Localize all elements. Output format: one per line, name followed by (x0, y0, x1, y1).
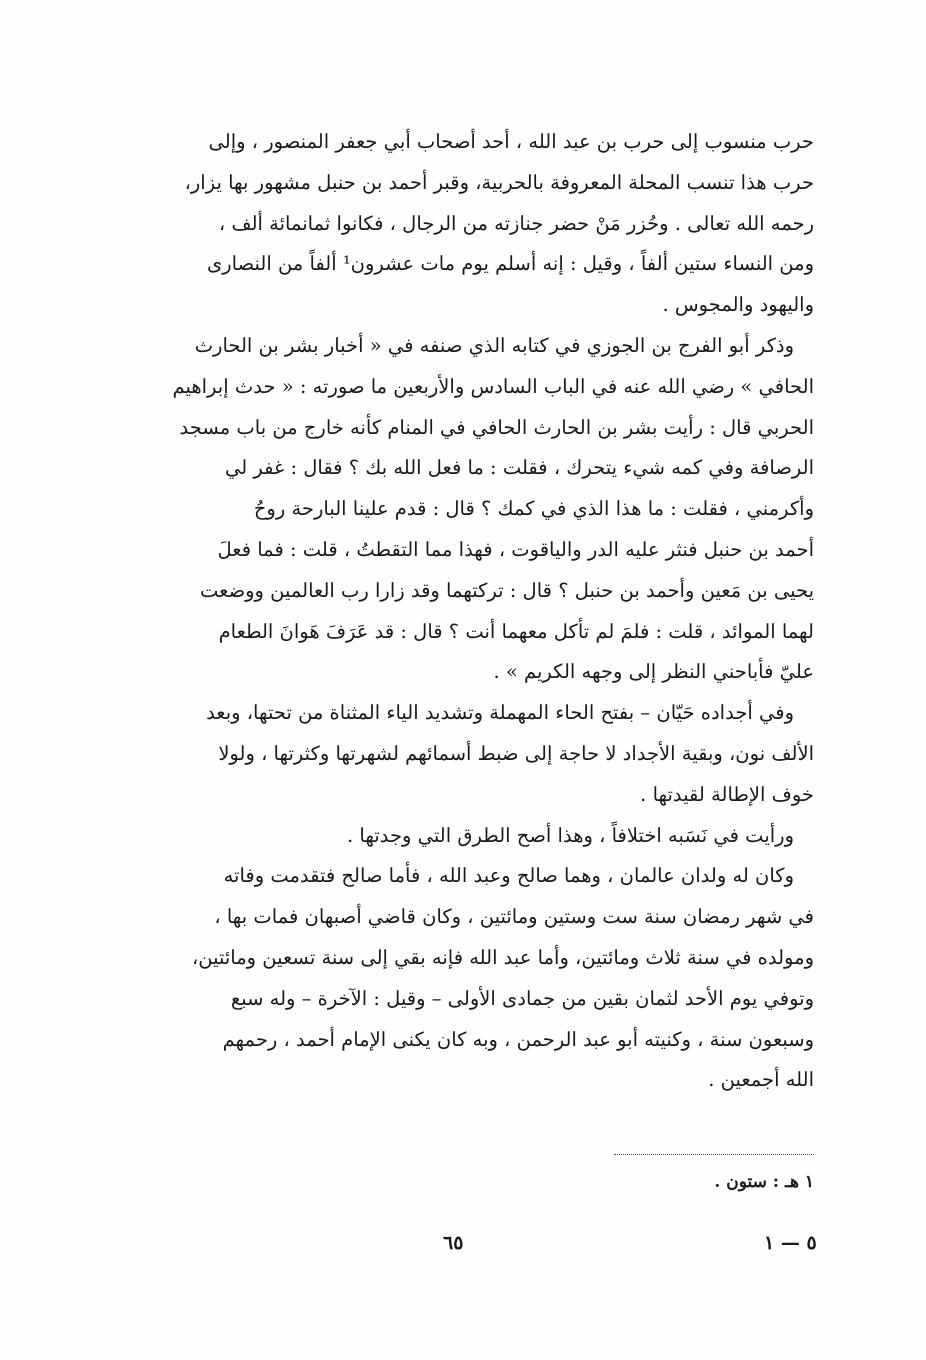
text-line: واليهود والمجوس . (662, 293, 814, 317)
text-line: وتوفي يوم الأحد لثمان بقين من جمادى الأولى – وقيل : الآخرة – وله سبع (230, 986, 814, 1010)
text-line: في شهر رمضان سنة ست وستين ومائتين ، وكان قاضي أصبهان فمات بها ، (214, 905, 814, 929)
text-line: أحمد بن حنبل فنثر عليه الدر والياقوت ، فهذا مما التقطتُ ، قلت : فما فعلَ (217, 537, 814, 561)
text-line: عليّ فأباحني النظر إلى وجهه الكريم » . (493, 660, 814, 684)
text-line: وذكر أبو الفرج بن الجوزي في كتابه الذي صنفه في « أخبار بشر بن الحارث (194, 333, 794, 357)
text-line: خوف الإطالة لقيدتها . (640, 782, 814, 806)
text-line: الحربي قال : رأيت بشر بن الحارث الحافي في المنام كأنه خارج من باب مسجد (179, 415, 814, 439)
text-line: ومن النساء ستين ألفاً ، وقيل : إنه أسلم يوم مات عشرون¹ ألفاً من النصارى (206, 252, 814, 276)
text-line: وأكرمني ، فقلت : ما هذا الذي في كمك ؟ قال : قدم علينا البارحة روحُ (253, 497, 814, 521)
body-text (114, 122, 814, 1101)
text-line: الرصافة وفي كمه شيء يتحرك ، فقلت : ما فعل الله بك ؟ فقال : غفر لي (225, 456, 814, 480)
text-line: حرب هذا تنسب المحلة المعروفة بالحربية، وقبر أحمد بن حنبل مشهور بها يزار، (184, 170, 814, 194)
text-line: وكان له ولدان عالمان ، وهما صالح وعبد الله ، فأما صالح فتقدمت وفاته (223, 864, 794, 888)
signature-mark: ٥ — ١ (764, 1232, 817, 1254)
text-line: ومولده في سنة ثلاث ومائتين، وأما عبد الله فإنه بقي إلى سنة تسعين ومائتين، (191, 945, 814, 969)
text-line: الحافي » رضي الله عنه في الباب السادس والأربعين ما صورته : « حدث إبراهيم (172, 374, 814, 398)
text-line: حرب منسوب إلى حرب بن عبد الله ، أحد أصحاب أبي جعفر المنصور ، وإلى (208, 130, 814, 153)
text-line: وفي أجداده حَيّان – بفتح الحاء المهملة وتشديد الياء المثناة من تحتها، وبعد (206, 701, 794, 725)
text-line: لهما الموائد ، قلت : فلمَ لم تأكل معهما أنت ؟ قال : قد عَرَفَ هَوانَ الطعام (218, 619, 814, 643)
page-number: ٦٥ (443, 1232, 464, 1254)
text-line: الألف نون، وبقية الأجداد لا حاجة إلى ضبط أسمائهم لشهرتها وكثرتها ، ولولا (218, 741, 814, 765)
footnote-divider (614, 1154, 814, 1155)
text-line: يحيى بن مَعين وأحمد بن حنبل ؟ قال : تركتهما وقد زارا رب العالمين ووضعت (200, 578, 814, 602)
footnote: ١ هـ : ستون . (714, 1172, 814, 1192)
text-line: ورأيت في نَسَبه اختلافاً ، وهذا أصح الطرق التي وجدتها . (346, 823, 794, 847)
text-line: رحمه الله تعالى . وحُزر مَنْ حضر جنازته من الرجال ، فكانوا ثمانمائة ألف ، (218, 211, 814, 235)
text-line: وسبعون سنة ، وكنيته أبو عبد الرحمن ، وبه كان يكنى الإمام أحمد ، رحمهم (222, 1027, 814, 1051)
text-line: الله أجمعين . (708, 1068, 814, 1092)
